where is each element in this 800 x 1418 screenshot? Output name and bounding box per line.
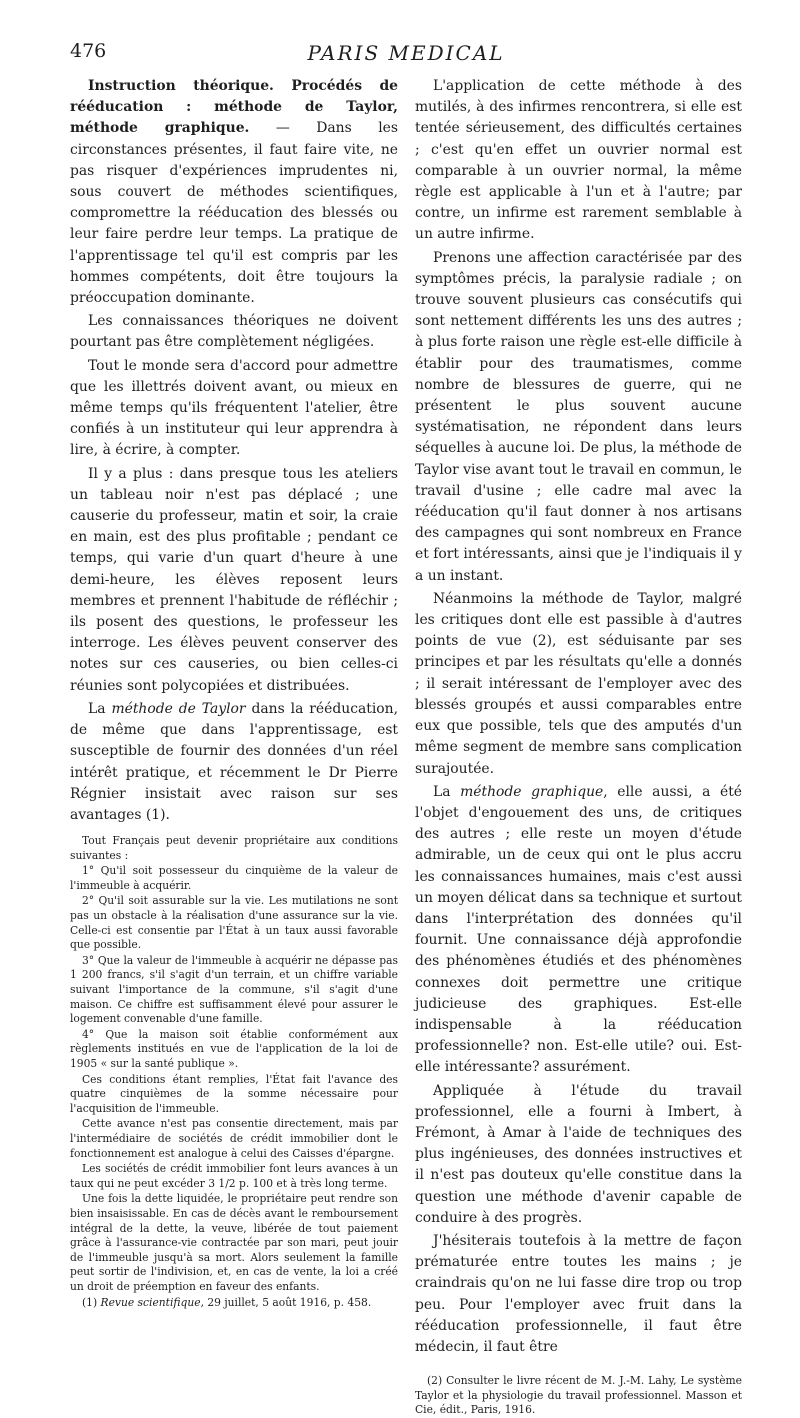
emphasis: méthode de Taylor bbox=[111, 700, 246, 717]
note-paragraph: Une fois la dette liquidée, le propriétaire peut rendre son bien insaisissable. En cas de décès avant le remboursement intégral de la dette, la veuve, libérée de tout paiement grâce à l'assurance-vie contractée par son mari, peut jouir de l'immeuble jusqu'à sa mort. Alors seulement la famille peut sortir de l'indivision, et, en cas de vente, la loi a créé un droit de préemption en faveur des enfants. bbox=[70, 1192, 398, 1293]
note-paragraph: 2° Qu'il soit assurable sur la vie. Les mutilations ne sont pas un obstacle à la réalisation d'une assurance sur la vie. Celle-ci est consentie par l'État à un taux aussi favorable que possible. bbox=[70, 894, 398, 952]
paragraph-text: dans la rééducation, de même que dans l'apprentissage, est susceptible de fournir des données d'un réel intérêt pratique, et récemment le Dr Pierre Régnier insistait avec raison sur ses avantages (1). bbox=[70, 700, 399, 823]
paragraph: Il y a plus : dans presque tous les ateliers un tableau noir n'est pas déplacé ; une causerie du professeur, matin et soir, la craie en main, est des plus profitable ; pendant ce temps, qui varie d'un quart d'heure à une demi-heure, les élèves reposent leurs membres et prennent l'habitude de réfléchir ; ils posent des questions, le professeur les interroge. Les élèves peuvent conserver des notes sur ces causeries, ou bien celles-ci réunies sont polycopiées et distribuées. bbox=[70, 465, 398, 694]
note-paragraph: 1° Qu'il soit possesseur du cinquième de la valeur de l'immeuble à acquérir. bbox=[70, 864, 398, 892]
emphasis: méthode graphique bbox=[460, 783, 604, 800]
footnote-text: , 29 juillet, 5 août 1916, p. 458. bbox=[200, 1295, 372, 1309]
footnote bbox=[70, 1296, 398, 1311]
footnote-block bbox=[415, 1374, 742, 1418]
footnote-number: (1) bbox=[82, 1295, 101, 1309]
paragraph: Appliquée à l'étude du travail professionnel, elle a fourni à Imbert, à Frémont, à Amar à l'aide de techniques des plus ingénieuses, des données instructives et il n'est pas douteux qu'elle constitue dans la question une méthode d'avenir capable de conduire à des progrès. bbox=[415, 1082, 742, 1226]
paragraph: J'hésiterais toutefois à la mettre de façon prématurée entre toutes les mains ; je craindrais qu'on ne lui fasse dire trop ou trop peu. Pour l'employer avec fruit dans la rééducation professionnelle, il faut être médecin, il faut être bbox=[415, 1232, 742, 1355]
paragraph-text: — Dans les circonstances présentes, il faut faire vite, ne pas risquer d'expériences imprudentes ni, sous couvert de méthodes scientifiques, compromettre la rééducation des blessés ou leur faire perdre leur temps. La pratique de l'apprentissage tel qu'il est compris par les hommes compétents, doit être toujours la préoccupation dominante. bbox=[70, 120, 398, 307]
right-column bbox=[415, 76, 742, 1418]
paragraph-text: , elle aussi, a été l'objet d'engouement des uns, de critiques des autres ; elle reste un moyen d'étude admirable, un de ceux qui ont le plus accru les connaissances humaines, mais c'est aussi un moyen délicat dans sa technique et surtout dans l'interprétation des données qu'il fournit. Une connaissance déjà approfondie des phénomènes étudiés et des phénomènes connexes doit permettre une critique judicieuse des graphiques. Est-elle indispensable à la rééducation professionnelle? non. Est-elle utile? oui. Est-elle intéressante? assurément. bbox=[415, 783, 742, 1076]
note-paragraph: 3° Que la valeur de l'immeuble à acquérir ne dépasse pas 1 200 francs, s'il s'agit d'un terrain, et un chiffre variable suivant l'importance de la commune, s'il s'agit d'une maison. Ce chiffre est suffisamment élevé pour assurer le logement convenable d'une famille. bbox=[70, 953, 398, 1026]
paragraph bbox=[415, 782, 742, 1079]
note-paragraph: Tout Français peut devenir propriétaire aux conditions suivantes : bbox=[70, 834, 398, 862]
paragraph-text: La bbox=[433, 783, 461, 800]
page-number: 476 bbox=[70, 40, 107, 62]
paragraph: Tout le monde sera d'accord pour admettre que les illettrés doivent avant, ou mieux en même temps qu'ils fréquentent l'atelier, être confiés à un instituteur qui leur apprendra à lire, à écrire, à compter. bbox=[70, 357, 398, 459]
left-column bbox=[70, 76, 398, 1311]
paragraph bbox=[70, 699, 398, 826]
paragraph-text: La bbox=[88, 700, 112, 717]
note-paragraph: Les sociétés de crédit immobilier font leurs avances à un taux qui ne peut excéder 3 1/2 p. 100 et à très long terme. bbox=[70, 1162, 398, 1190]
note-paragraph: Ces conditions étant remplies, l'État fait l'avance des quatre cinquièmes de la somme nécessaire pour l'acquisition de l'immeuble. bbox=[70, 1072, 398, 1115]
footnote-block bbox=[70, 834, 398, 1310]
section-heading: Instruction théorique. Procédés de rééducation : méthode de Taylor, méthode graphique. bbox=[70, 78, 398, 137]
note-paragraph: 4° Que la maison soit établie conformément aux règlements institués en vue de l'application de la loi de 1905 « sur la santé publique ». bbox=[70, 1027, 398, 1071]
journal-title: PARIS MEDICAL bbox=[307, 41, 505, 65]
paragraph: Les connaissances théoriques ne doivent pourtant pas être complètement négligées. bbox=[70, 313, 398, 351]
footnote: (2) Consulter le livre récent de M. J.-M. Lahy, Le système Taylor et la physiologie du travail professionnel. Masson et Cie, édit., Paris, 1916. bbox=[415, 1374, 742, 1417]
paragraph: Néanmoins la méthode de Taylor, malgré les critiques dont elle est passible à d'autres points de vue (2), est séduisante par ses principes et par les résultats qu'elle a donnés ; il serait intéressant de l'employer avec des blessés groupés et aussi comparables entre eux que possible, tels que des amputés d'un même segment de membre sans complication surajoutée. bbox=[415, 590, 742, 777]
footnote-source: Revue scientifique bbox=[100, 1295, 201, 1309]
paragraph: L'application de cette méthode à des mutilés, à des infirmes rencontrera, si elle est tentée sérieusement, des difficultés certaines ; c'est qu'en effet un ouvrier normal est comparable à un ouvrier normal, la même règle est applicable à l'un et à l'autre; par contre, un infirme est rarement semblable à un autre infirme. bbox=[415, 78, 742, 243]
paragraph bbox=[70, 76, 398, 309]
running-header bbox=[70, 40, 742, 68]
paragraph: Prenons une affection caractérisée par des symptômes précis, la paralysie radiale ; on trouve souvent plusieurs cas consécutifs qui sont nettement différents les uns des autres ; à plus forte raison une règle est-elle difficile à établir pour des traumatismes, comme nombre de blessures de guerre, qui ne présentent le plus souvent aucune systématisation, ne répondent dans leurs séquelles à aucune loi. De plus, la méthode de Taylor vise avant tout le travail en commun, le travail d'usine ; elle cadre mal avec la rééducation qu'il faut donner à nos artisans des campagnes qui sont nombreux en France et fort intéressants, ainsi que je l'indiquais il y a un instant. bbox=[415, 249, 742, 584]
note-paragraph: Cette avance n'est pas consentie directement, mais par l'intermédiaire de sociétés de crédit immobilier dont le fonctionnement est analogue à celui des Caisses d'épargne. bbox=[70, 1117, 398, 1160]
